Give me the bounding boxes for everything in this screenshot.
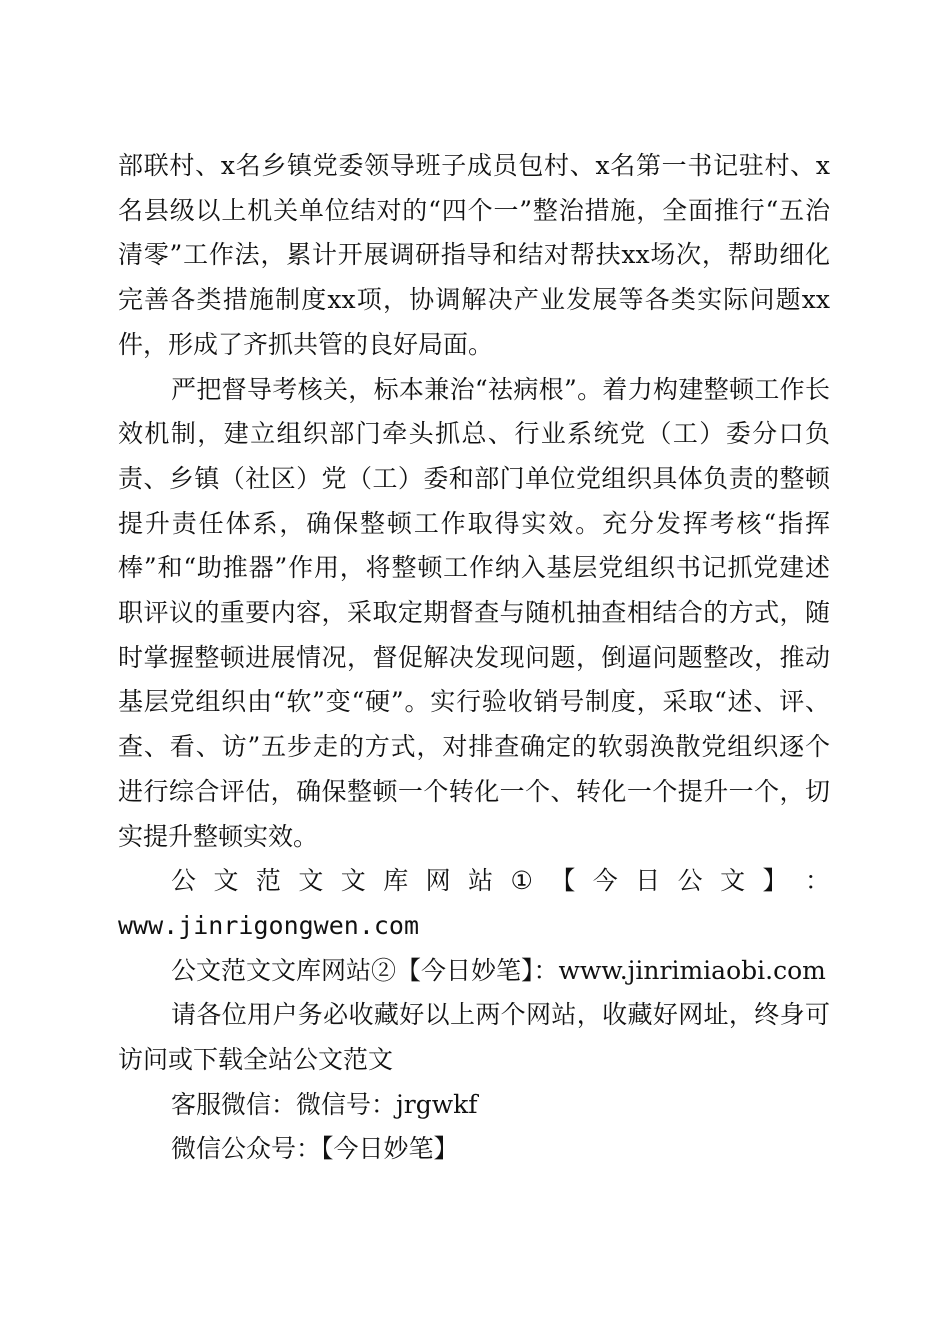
site1-label-char: 文 xyxy=(340,866,366,896)
site1-label-char: 公 xyxy=(171,866,197,896)
site1-label-char: 范 xyxy=(255,866,281,896)
site1-label-char: ① xyxy=(510,866,533,896)
site1-label-char: 日 xyxy=(635,866,661,896)
site1-label-char: 库 xyxy=(383,866,409,896)
site2-line: 公文范文文库网站②【今日妙笔】：www.jinrimiaobi.com xyxy=(171,955,826,985)
site1-label xyxy=(118,859,830,904)
service-wechat: 客服微信：微信号：jrgwkf xyxy=(171,1089,478,1119)
site1-label-char: 今 xyxy=(592,866,618,896)
site1-label-char: 公 xyxy=(677,866,703,896)
site1-label-char: 网 xyxy=(425,866,451,896)
site1-label-char: 【 xyxy=(550,866,576,896)
site1-label-char: 】 xyxy=(762,866,788,896)
site1-label-char: 文 xyxy=(298,866,324,896)
site1-label-char: 文 xyxy=(720,866,746,896)
site1-url: www.jinrigongwen.com xyxy=(118,910,420,940)
site1-line xyxy=(118,859,830,948)
notice-paragraph: 请各位用户务必收藏好以上两个网站，收藏好网址，终身可访问或下载全站公文范文 xyxy=(118,1000,830,1075)
paragraph-continuation: 部联村、x名乡镇党委领导班子成员包村、x名第一书记驻村、x名县级以上机关单位结对的“四个一”整治措施，全面推行“五治清零”工作法，累计开展调研指导和结对帮扶xx场次，帮助细化完善各类措施制度xx项，协调解决产业发展等各类实际问题xx件，形成了齐抓共管的良好局面。 xyxy=(118,151,830,359)
paragraph-supervision: 严把督导考核关，标本兼治“祛病根”。着力构建整顿工作长效机制，建立组织部门牵头抓总、行业系统党（工）委分口负责、乡镇（社区）党（工）委和部门单位党组织具体负责的整顿提升责任体系，确保整顿工作取得实效。充分发挥考核“指挥棒”和“助推器”作用，将整顿工作纳入基层党组织书记抓党建述职评议的重要内容，采取定期督查与随机抽查相结合的方式，随时掌握整顿进展情况，督促解决发现问题，倒逼问题整改，推动基层党组织由“软”变“硬”。实行验收销号制度，采取“述、评、查、看、访”五步走的方式，对排查确定的软弱涣散党组织逐个进行综合评估，确保整顿一个转化一个、转化一个提升一个，切实提升整顿实效。 xyxy=(118,374,830,851)
site1-label-char: ： xyxy=(804,866,830,896)
site1-label-char: 文 xyxy=(213,866,239,896)
site1-label-char: 站 xyxy=(468,866,494,896)
document-page xyxy=(118,144,830,1172)
official-account: 微信公众号：【今日妙笔】 xyxy=(171,1134,459,1164)
